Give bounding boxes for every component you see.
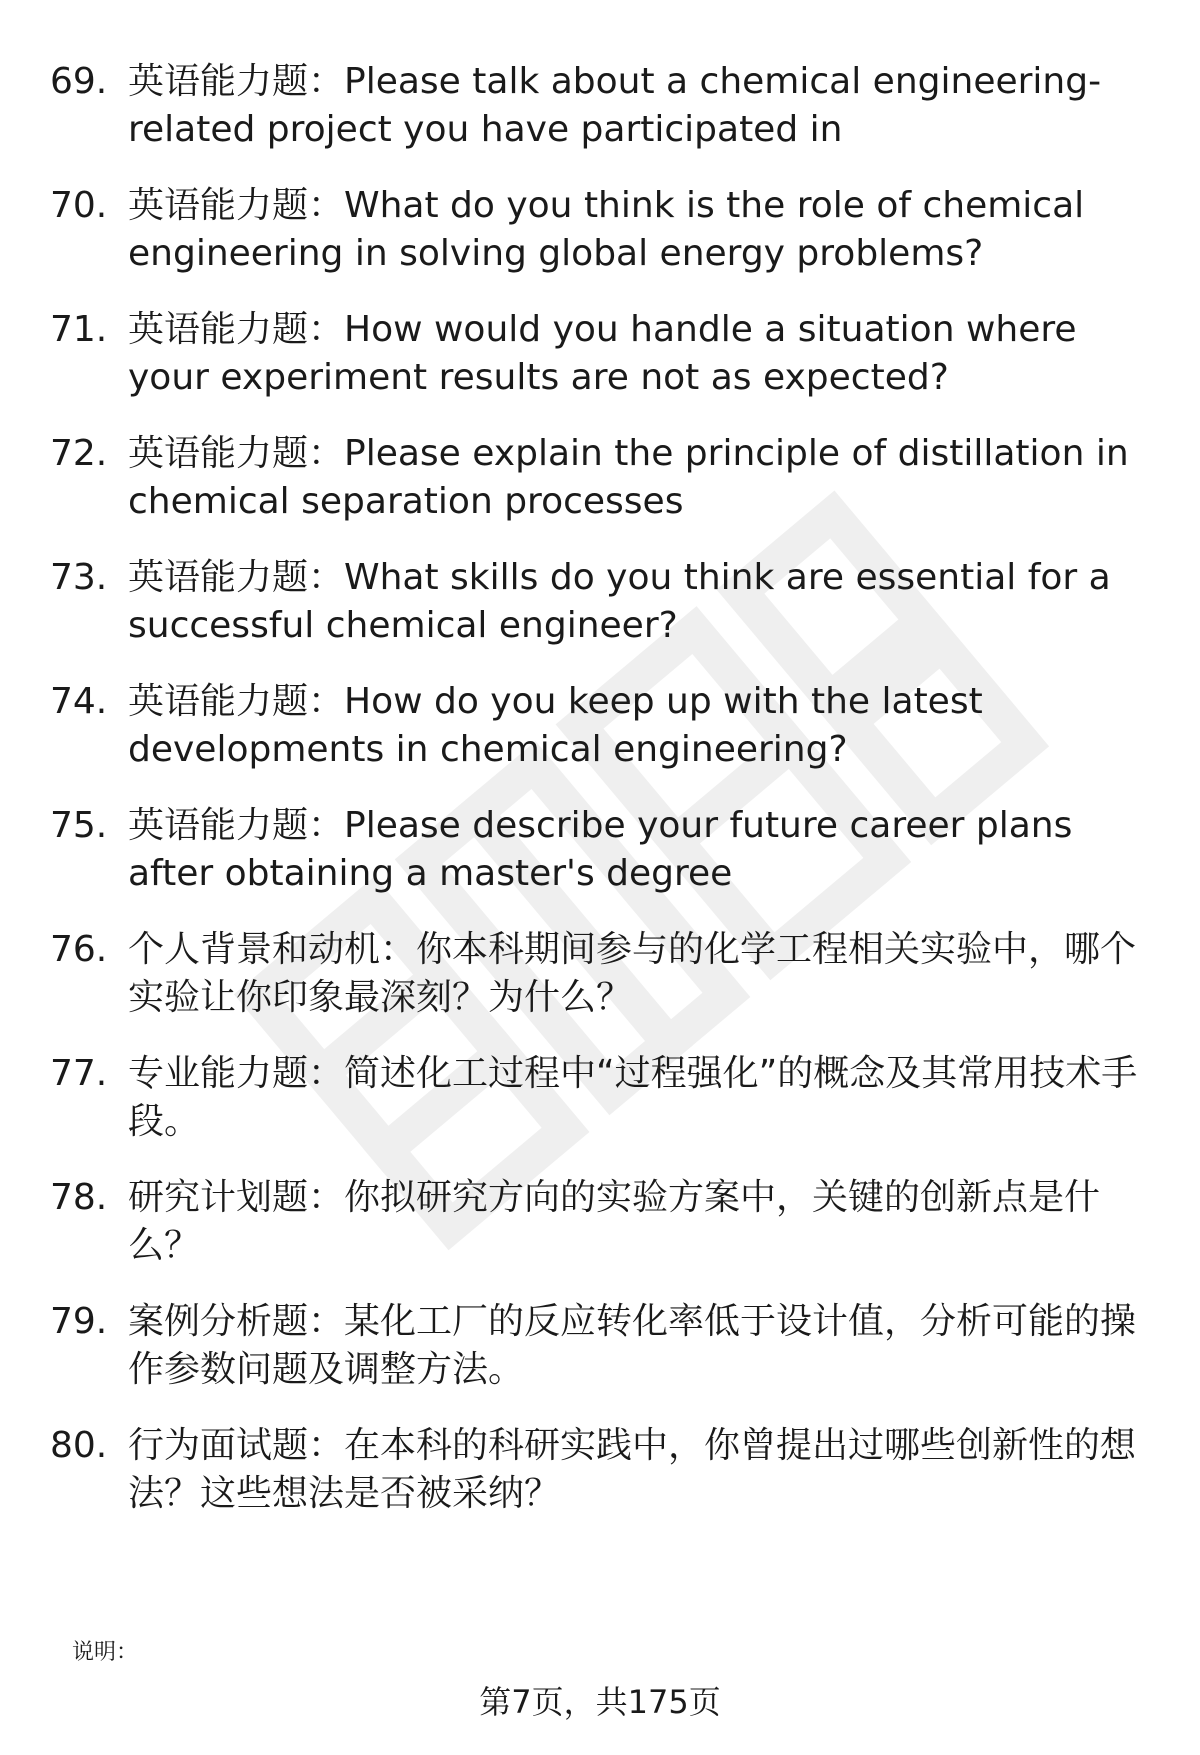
page-footer: 第7页，共175页	[479, 1683, 721, 1721]
question-item	[50, 678, 1150, 774]
question-item	[50, 1174, 1150, 1270]
question-item	[50, 554, 1150, 650]
question-item	[50, 306, 1150, 402]
question-number: 71.	[50, 309, 108, 350]
question-text: 英语能力题：How would you handle a situation where your experiment results are not as expected?	[128, 309, 1077, 398]
question-item	[50, 58, 1150, 154]
question-text: 研究计划题：你拟研究方向的实验方案中，关键的创新点是什么？	[128, 1177, 1101, 1266]
question-text: 英语能力题：Please talk about a chemical engineering-related project you have participated in	[128, 61, 1102, 150]
question-number: 70.	[50, 185, 108, 226]
question-number: 77.	[50, 1053, 108, 1094]
question-text: 英语能力题：How do you keep up with the latest developments in chemical engineering?	[128, 681, 983, 770]
question-number: 76.	[50, 929, 108, 970]
question-text: 英语能力题：What skills do you think are essential for a successful chemical engineer?	[128, 557, 1111, 646]
question-list	[50, 58, 1150, 1546]
question-text: 英语能力题：Please explain the principle of distillation in chemical separation processes	[128, 433, 1129, 522]
question-text: 专业能力题：简述化工过程中“过程强化”的概念及其常用技术手段。	[128, 1053, 1138, 1142]
question-item	[50, 182, 1150, 278]
question-text: 行为面试题：在本科的科研实践中，你曾提出过哪些创新性的想法？这些想法是否被采纳？	[128, 1425, 1137, 1514]
question-text: 英语能力题：Please describe your future career plans after obtaining a master's degree	[128, 805, 1073, 894]
question-text: 案例分析题：某化工厂的反应转化率低于设计值，分析可能的操作参数问题及调整方法。	[128, 1301, 1137, 1390]
question-item	[50, 1050, 1150, 1146]
question-item	[50, 926, 1150, 1022]
question-number: 80.	[50, 1425, 108, 1466]
question-item	[50, 1422, 1150, 1518]
question-item	[50, 802, 1150, 898]
question-number: 74.	[50, 681, 108, 722]
question-number: 69.	[50, 61, 108, 102]
note-label: 说明：	[72, 1640, 139, 1665]
question-text: 个人背景和动机：你本科期间参与的化学工程相关实验中，哪个实验让你印象最深刻？为什么？	[128, 929, 1137, 1018]
question-number: 75.	[50, 805, 108, 846]
question-number: 78.	[50, 1177, 108, 1218]
question-number: 73.	[50, 557, 108, 598]
question-number: 79.	[50, 1301, 108, 1342]
question-item	[50, 430, 1150, 526]
question-number: 72.	[50, 433, 108, 474]
question-text: 英语能力题：What do you think is the role of chemical engineering in solving global energy problems?	[128, 185, 1085, 274]
question-item	[50, 1298, 1150, 1394]
